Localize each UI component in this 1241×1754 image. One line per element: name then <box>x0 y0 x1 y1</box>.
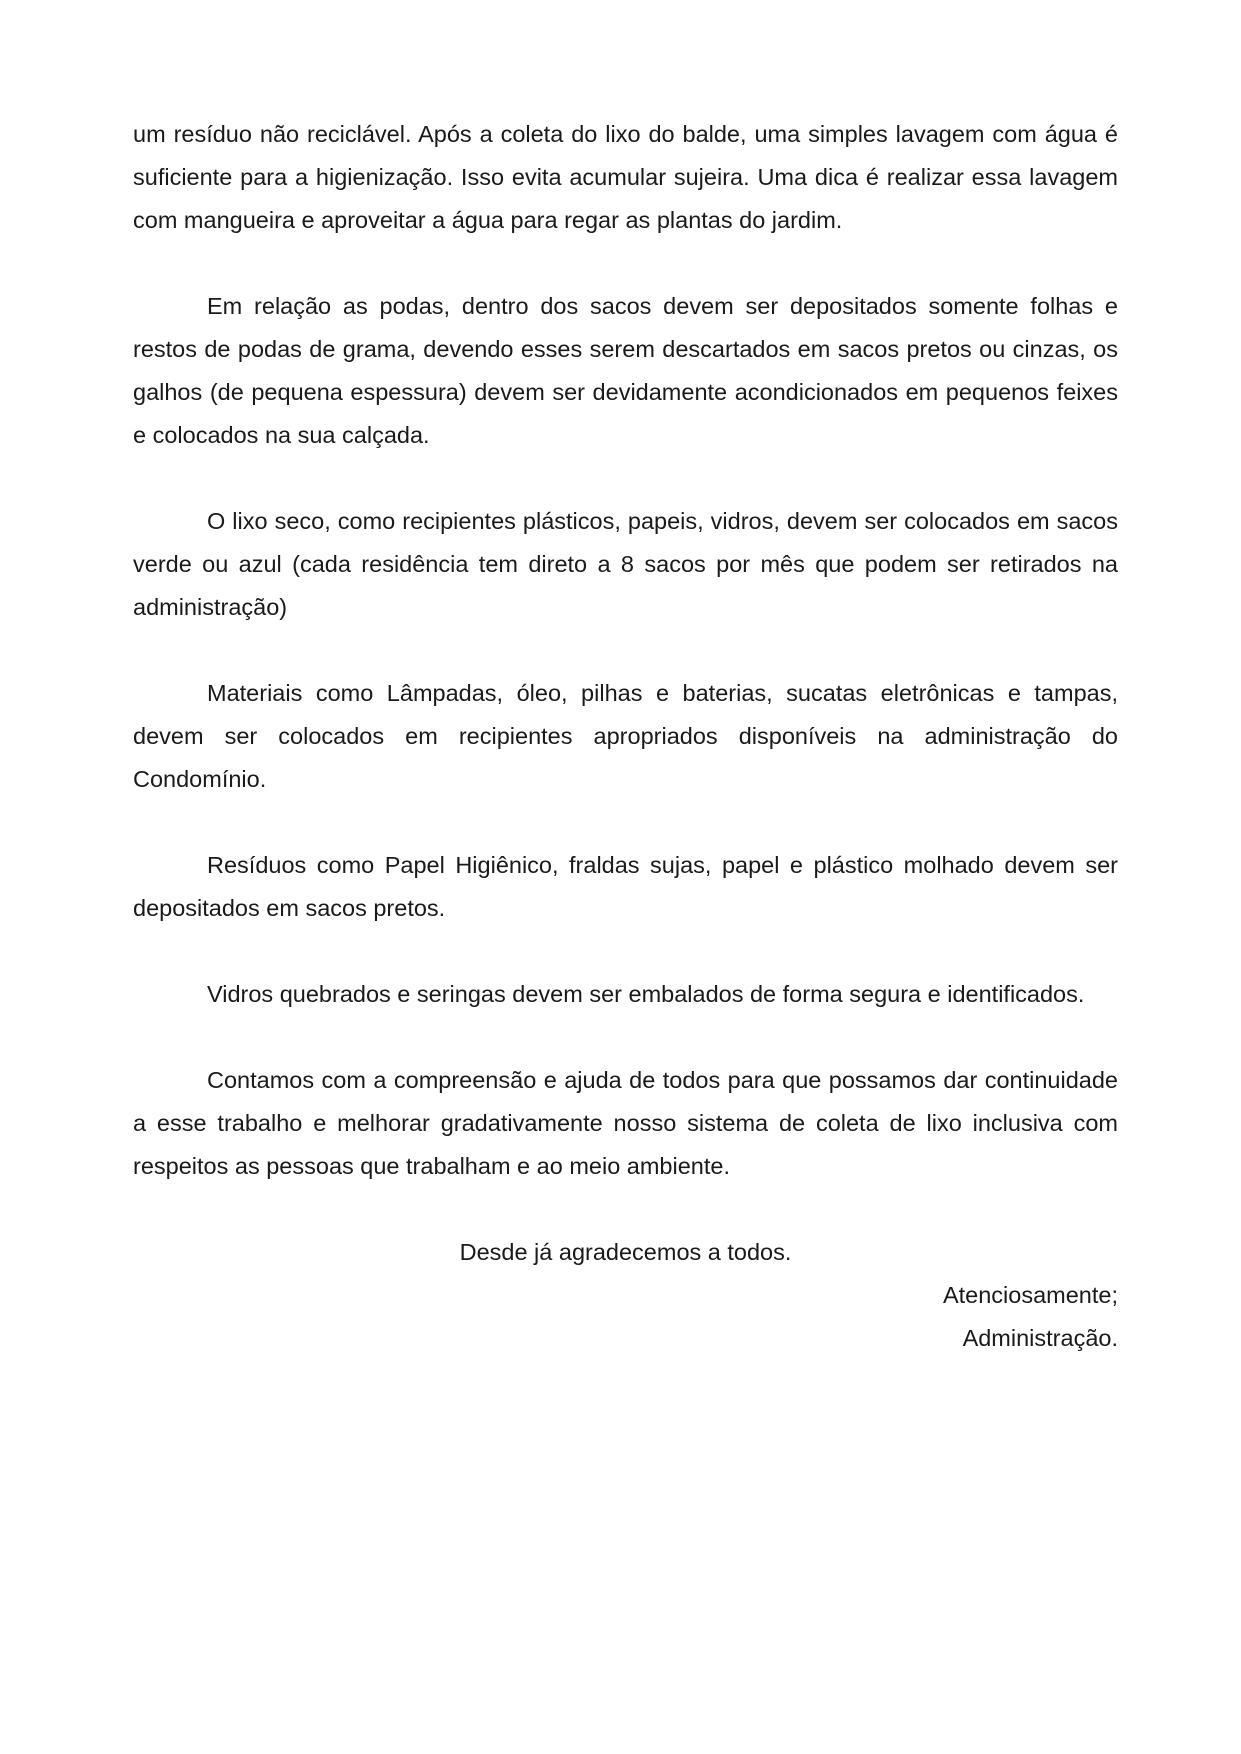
paragraph-residuos: Resíduos como Papel Higiênico, fraldas sujas, papel e plástico molhado devem ser depositados em sacos pretos. <box>133 852 1118 921</box>
paragraph-contamos: Contamos com a compreensão e ajuda de todos para que possamos dar continuidade a esse trabalho e melhorar gradativamente nosso sistema de coleta de lixo inclusiva com respeitos as pessoas que trabalham e ao meio ambiente. <box>133 1067 1118 1179</box>
paragraph-vidros: Vidros quebrados e seringas devem ser embalados de forma segura e identificados. <box>207 981 1085 1007</box>
document-body <box>133 113 1118 1360</box>
thanks-line: Desde já agradecemos a todos. <box>459 1239 792 1265</box>
closing-block <box>133 1231 1118 1360</box>
paragraph-podas: Em relação as podas, dentro dos sacos devem ser depositados somente folhas e restos de podas de grama, devendo esses serem descartados em sacos pretos ou cinzas, os galhos (de pequena espessura) devem ser devidamente acondicionados em pequenos feixes e colocados na sua calçada. <box>133 293 1118 448</box>
paragraph-materiais: Materiais como Lâmpadas, óleo, pilhas e baterias, sucatas eletrônicas e tampas, devem ser colocados em recipientes apropriados disponíveis na administração do Condomínio. <box>133 680 1118 792</box>
signature-line: Administração. <box>962 1325 1118 1351</box>
regards-line: Atenciosamente; <box>942 1282 1118 1308</box>
paragraph-continuation: um resíduo não reciclável. Após a coleta do lixo do balde, uma simples lavagem com água é suficiente para a higienização. Isso evita acumular sujeira. Uma dica é realizar essa lavagem com mangueira e aproveitar a água para regar as plantas do jardim. <box>133 121 1118 233</box>
paragraph-lixo-seco: O lixo seco, como recipientes plásticos, papeis, vidros, devem ser colocados em sacos verde ou azul (cada residência tem direto a 8 sacos por mês que podem ser retirados na administração) <box>133 508 1118 620</box>
